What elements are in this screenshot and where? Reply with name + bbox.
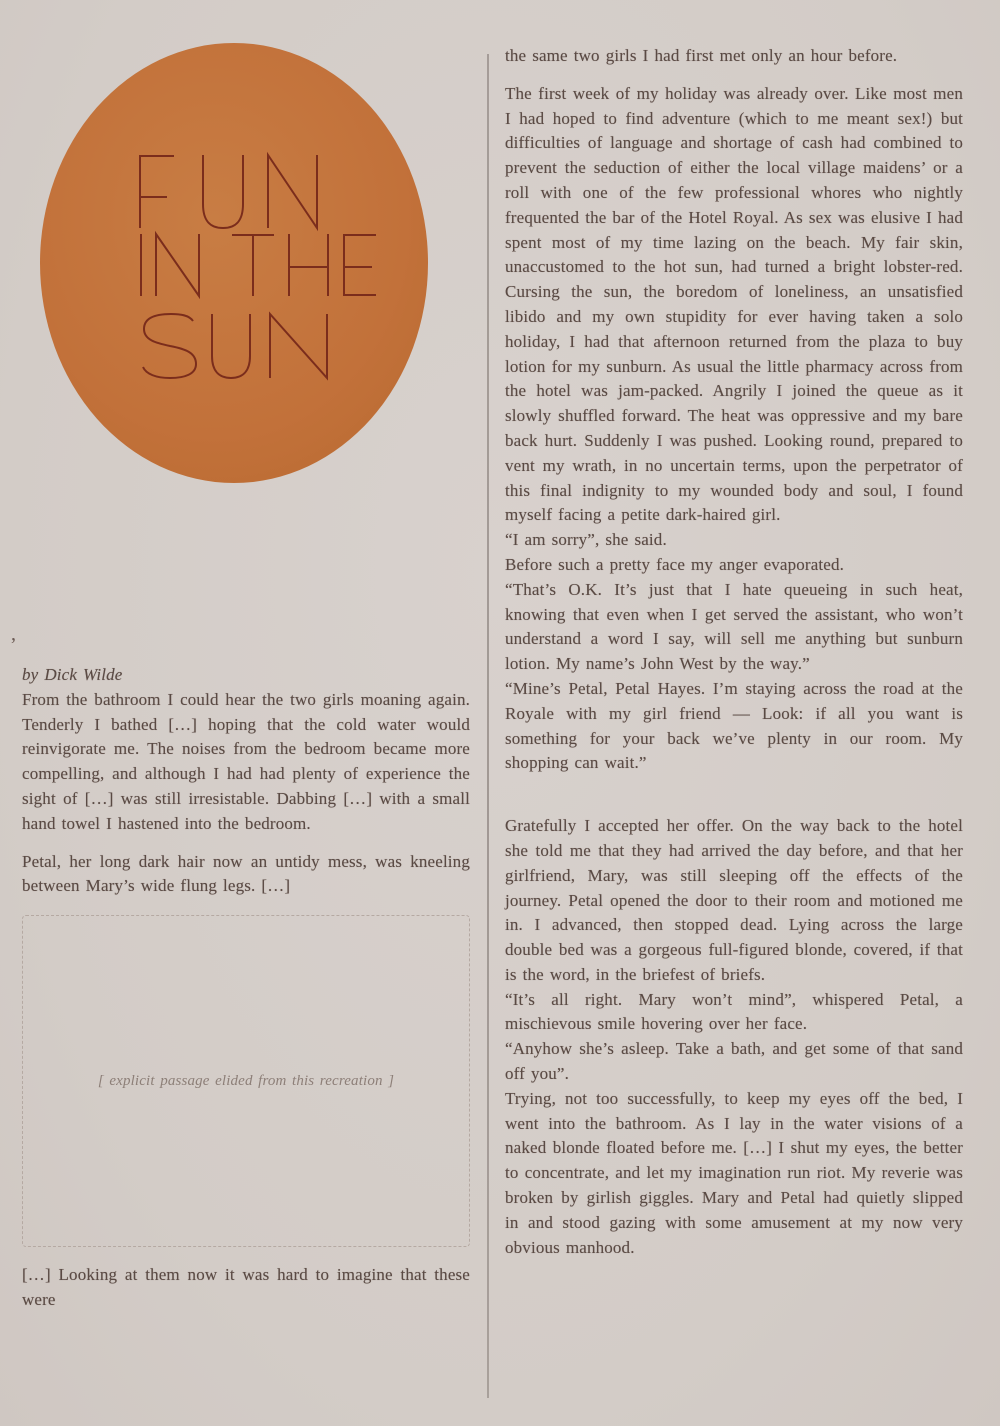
page-title: [0, 0, 1, 1]
story-paragraph: Before such a pretty face my anger evaporated.: [505, 554, 845, 574]
redaction-notice: [ explicit passage elided from this recreation ]: [22, 915, 470, 1247]
byline: by Dick Wilde: [22, 665, 123, 684]
column-divider-rule: [487, 54, 489, 1398]
left-column: [22, 663, 470, 1313]
left-column-text: [22, 688, 470, 1313]
story-paragraph: “It’s all right. Mary won’t mind”, whispered Petal, a mischievous smile hovering over her face.: [505, 989, 963, 1034]
story-paragraph: “That’s O.K. It’s just that I hate queueing in such heat, knowing that even when I get served the assistant, who won’t understand a word I say, will sell me anything but sunburn lotion. My name’s John West by the way.”: [505, 579, 963, 674]
story-paragraph: Gratefully I accepted her offer. On the way back to the hotel she told me that they had arrived the day before, and that her girlfriend, Mary, was still sleeping off the effects of the journey. Petal opened the door to their room and motioned me in. I advanced, then stopped dead. Lying across the large double bed was a gorgeous full-figured blonde, covered, if that is the word, in the briefest of briefs.: [505, 816, 963, 984]
story-paragraph: The first week of my holiday was already over. Like most men I had hoped to find adventure (which to me meant sex!) but difficulties of language and shortage of cash had combined to prevent the seduction of either the local village maidens’ or a roll with one of the few professional whores who nightly frequented the bar of the Hotel Royal. As sex was elusive I had spent most of my time lazing on the beach. My fair skin, unaccustomed to the hot sun, had turned a bright lobster-red. Cursing the sun, the boredom of loneliness, an unsatisfied libido and my own stupidity for ever having taken a solo holiday, I had that afternoon returned from the plaza to buy lotion for my sunburn. As usual the little pharmacy across from the hotel was jam-packed. Angrily I joined the queue as it slowly shuffled forward. The heat was oppressive and my bare back hurt. Suddenly I was pushed. Looking round, prepared to vent my wrath, in no uncertain terms, upon the perpetrator of this final indignity to my wounded body and soul, I found myself facing a petite dark-haired girl.: [505, 83, 963, 525]
story-paragraph: […] Looking at them now it was hard to imagine that these were: [22, 1265, 470, 1309]
sun-circle: [40, 43, 428, 483]
right-column: [505, 44, 963, 1260]
right-column-text: [505, 44, 963, 1260]
story-paragraph: From the bathroom I could hear the two girls moaning again. Tenderly I bathed […] hoping that the cold water would reinvigorate me. The noises from the bedroom became more compelling, and although I had had plenty of experience the sight of […] was still irresistable. Dabbing […] with a small hand towel I hastened into the bedroom.: [22, 689, 470, 833]
story-paragraph: Petal, her long dark hair now an untidy mess, was kneeling between Mary’s wide flung legs. […]: [22, 851, 470, 896]
story-paragraph: “Mine’s Petal, Petal Hayes. I’m staying across the road at the Royale with my girl friend — Look: if all you want is something for your back we’ve plenty in our room. My shopping can wait.”: [505, 678, 963, 773]
story-paragraph: “Anyhow she’s asleep. Take a bath, and get some of that sand off you”.: [505, 1039, 963, 1084]
print-artifact: ’: [10, 634, 17, 656]
story-paragraph: the same two girls I had first met only an hour before.: [505, 46, 898, 65]
story-paragraph: “I am sorry”, she said.: [505, 530, 667, 550]
title-lettering: [140, 155, 376, 378]
story-paragraph: Trying, not too successfully, to keep my eyes off the bed, I went into the bathroom. As I lay in the water visions of a naked blonde floated before me. […] I shut my eyes, the better to concentrate, and let my imagination run riot. My reverie was broken by girlish giggles. Mary and Petal had quietly slipped in and stood gazing with some amusement at my now very obvious manhood.: [505, 1088, 963, 1257]
